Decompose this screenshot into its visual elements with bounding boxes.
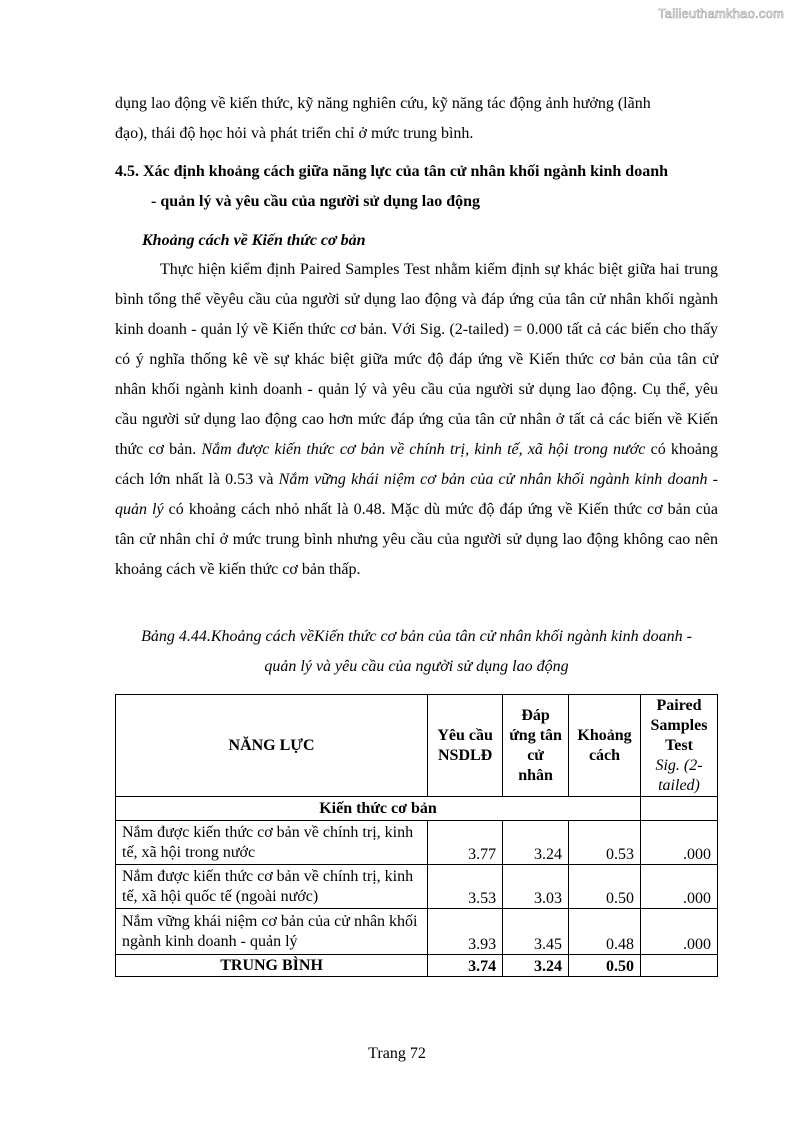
row-gap: 0.48 xyxy=(569,909,641,955)
caption-line-2: quản lý và yêu cầu của người sử dụng lao động xyxy=(264,658,569,675)
row-requirement: 3.53 xyxy=(428,865,503,909)
body-part-2: có khoảng cách lớn nhất là 0.53 và xyxy=(115,441,719,488)
intro-paragraph xyxy=(115,89,718,149)
intro-line-2: đạo), thái độ học hỏi và phát triển chỉ ở mức trung bình. xyxy=(115,125,474,142)
row-competency: Nắm vững khái niệm cơ bản của cử nhân khối ngành kinh doanh - quản lý xyxy=(116,909,428,955)
body-italic-2: Nắm vững khái niệm cơ bản của cử nhân khối ngành kinh doanh - quản lý xyxy=(115,471,719,518)
body-italic-1: Nắm được kiến thức cơ bản về chính trị, kinh tế, xã hội trong nước xyxy=(201,441,646,458)
section-number: 4.5. xyxy=(115,163,139,180)
total-gap: 0.50 xyxy=(569,955,641,977)
section-heading xyxy=(115,157,725,217)
table-header-row xyxy=(116,695,718,797)
body-paragraph xyxy=(115,255,718,585)
group-label: Kiến thức cơ bản xyxy=(116,797,641,821)
row-response: 3.03 xyxy=(503,865,569,909)
total-sig xyxy=(640,955,717,977)
subheading: Khoảng cách về Kiến thức cơ bản xyxy=(142,232,366,249)
group-empty-cell xyxy=(640,797,717,821)
total-response: 3.24 xyxy=(503,955,569,977)
caption-line-1: Bảng 4.44.Khoảng cách vềKiến thức cơ bản của tân cử nhân khối ngành kinh doanh - xyxy=(141,628,692,645)
row-response: 3.24 xyxy=(503,821,569,865)
row-requirement: 3.93 xyxy=(428,909,503,955)
intro-line-1: dụng lao động về kiến thức, kỹ năng nghiên cứu, kỹ năng tác động ảnh hưởng (lãnh xyxy=(115,95,651,112)
header-sig xyxy=(640,695,717,797)
table-row xyxy=(116,865,718,909)
table-group-row xyxy=(116,797,718,821)
row-competency: Nắm được kiến thức cơ bản về chính trị, kinh tế, xã hội trong nước xyxy=(116,821,428,865)
watermark: Tailieuthamkhao.com xyxy=(658,6,784,21)
header-gap: Khoảng cách xyxy=(569,695,641,797)
header-response: Đáp ứng tân cử nhân xyxy=(503,695,569,797)
row-sig: .000 xyxy=(640,865,717,909)
gap-table xyxy=(115,694,718,977)
table-caption xyxy=(115,622,718,682)
row-requirement: 3.77 xyxy=(428,821,503,865)
table-total-row xyxy=(116,955,718,977)
page-number: Trang 72 xyxy=(368,1045,426,1062)
table-row xyxy=(116,821,718,865)
row-gap: 0.50 xyxy=(569,865,641,909)
body-part-1: Thực hiện kiểm định Paired Samples Test nhằm kiểm định sự khác biệt giữa hai trung bình tổng thể vềyêu cầu của người sử dụng lao động và đáp ứng của tân cử nhân khối ngành kinh doanh - quản lý về Kiến thức cơ bản. Với Sig. (2-tailed) = 0.000 tất cả các biến cho thấy có ý nghĩa thống kê về sự khác biệt giữa mức độ đáp ứng về Kiến thức cơ bản của tân cử nhân khối ngành kinh doanh - quản lý và yêu cầu của người sử dụng lao động. Cụ thể, yêu cầu người sử dụng lao động cao hơn mức đáp ứng của tân cử nhân ở tất cả các biến về Kiến thức cơ bản. xyxy=(115,261,718,458)
row-gap: 0.53 xyxy=(569,821,641,865)
header-competency: NĂNG LỰC xyxy=(116,695,428,797)
row-sig: .000 xyxy=(640,909,717,955)
section-title-line-2: - quản lý và yêu cầu của người sử dụng lao động xyxy=(151,193,481,210)
section-title-line-1: Xác định khoảng cách giữa năng lực của tân cử nhân khối ngành kinh doanh xyxy=(143,163,668,180)
table-row xyxy=(116,909,718,955)
header-requirement: Yêu cầu NSDLĐ xyxy=(428,695,503,797)
total-label: TRUNG BÌNH xyxy=(116,955,428,977)
body-part-3: có khoảng cách nhỏ nhất là 0.48. Mặc dù mức độ đáp ứng về Kiến thức cơ bản của tân cử nhân chỉ ở mức trung bình nhưng yêu cầu của người sử dụng lao động không cao nên khoảng cách về kiến thức cơ bản thấp. xyxy=(115,501,719,578)
header-sig-test: Paired Samples Test xyxy=(650,696,708,754)
row-sig: .000 xyxy=(640,821,717,865)
row-competency: Nắm được kiến thức cơ bản về chính trị, kinh tế, xã hội quốc tế (ngoài nước) xyxy=(116,865,428,909)
header-sig-tailed: Sig. (2-tailed) xyxy=(655,756,703,794)
total-requirement: 3.74 xyxy=(428,955,503,977)
row-response: 3.45 xyxy=(503,909,569,955)
